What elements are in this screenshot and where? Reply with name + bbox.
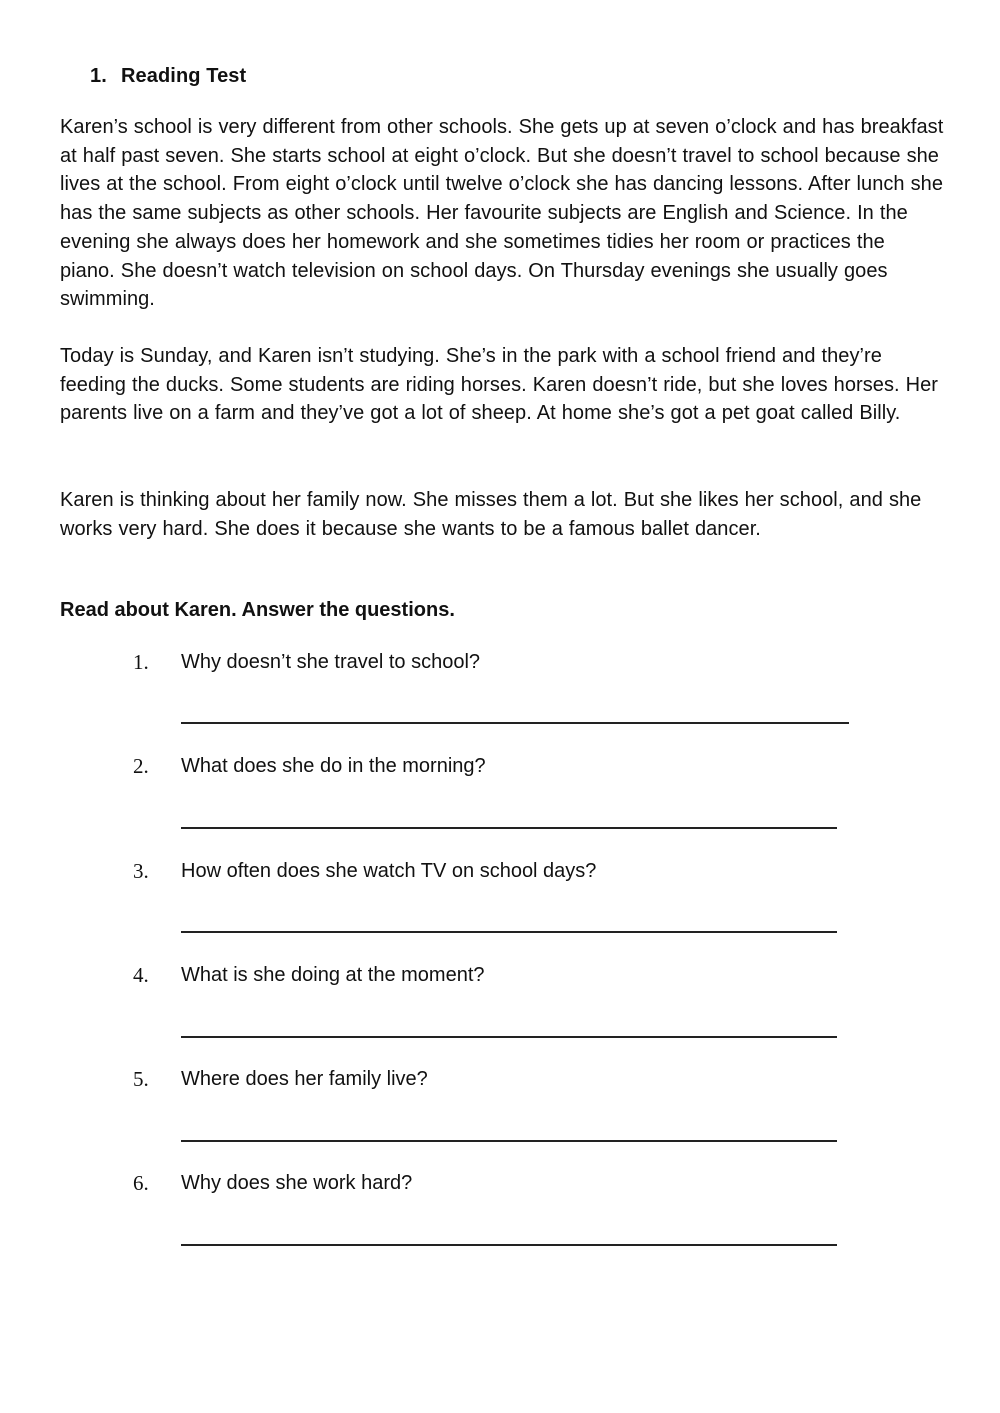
section-number: 1.	[90, 65, 107, 87]
question-number: 3.	[133, 859, 149, 883]
reading-paragraph-3: Karen is thinking about her family now. She misses them a lot. But she likes her school, and she works very hard. She does it because she wants to be a famous ballet dancer.	[60, 489, 922, 540]
question-text: What does she do in the morning?	[181, 755, 486, 777]
question-number: 2.	[133, 754, 149, 778]
reading-paragraph-2: Today is Sunday, and Karen isn’t studying. She’s in the park with a school friend and they’re feeding the ducks. Some students are riding horses. Karen doesn’t ride, but she loves horses. Her parents live on a farm and they’ve got a lot of sheep. At home she’s got a pet goat called Billy.	[60, 345, 938, 425]
reading-paragraph-1: Karen’s school is very different from other schools. She gets up at seven o’clock and has breakfast at half past seven. She starts school at eight o’clock. But she doesn’t travel to school because she lives at the school. From eight o’clock until twelve o’clock she has dancing lessons. After lunch she has the same subjects as other schools. Her favourite subjects are English and Science. In the evening she always does her homework and she sometimes tidies her room or practices the piano. She doesn’t watch television on school days. On Thursday evenings she usually goes swimming.	[60, 116, 944, 311]
question-item	[0, 857, 1000, 887]
question-item	[0, 752, 1000, 782]
question-number: 5.	[133, 1067, 149, 1091]
answer-line-5[interactable]	[181, 1140, 837, 1142]
answer-line-4[interactable]	[181, 1036, 837, 1038]
question-item	[0, 1065, 1000, 1095]
question-text: How often does she watch TV on school days?	[181, 860, 597, 882]
question-item	[0, 1169, 1000, 1199]
question-item	[0, 648, 1000, 678]
question-item	[0, 961, 1000, 991]
question-text: Why does she work hard?	[181, 1172, 413, 1194]
answer-line-6[interactable]	[181, 1244, 837, 1246]
instruction-text: Read about Karen. Answer the questions.	[60, 599, 455, 621]
question-text: What is she doing at the moment?	[181, 964, 485, 986]
answer-line-3[interactable]	[181, 931, 837, 933]
answer-line-2[interactable]	[181, 827, 837, 829]
section-title: Reading Test	[121, 65, 247, 87]
question-text: Where does her family live?	[181, 1068, 428, 1090]
question-number: 1.	[133, 650, 149, 674]
question-number: 6.	[133, 1171, 149, 1195]
question-number: 4.	[133, 963, 149, 987]
answer-line-1[interactable]	[181, 722, 849, 724]
question-text: Why doesn’t she travel to school?	[181, 651, 481, 673]
section-heading	[90, 62, 246, 90]
